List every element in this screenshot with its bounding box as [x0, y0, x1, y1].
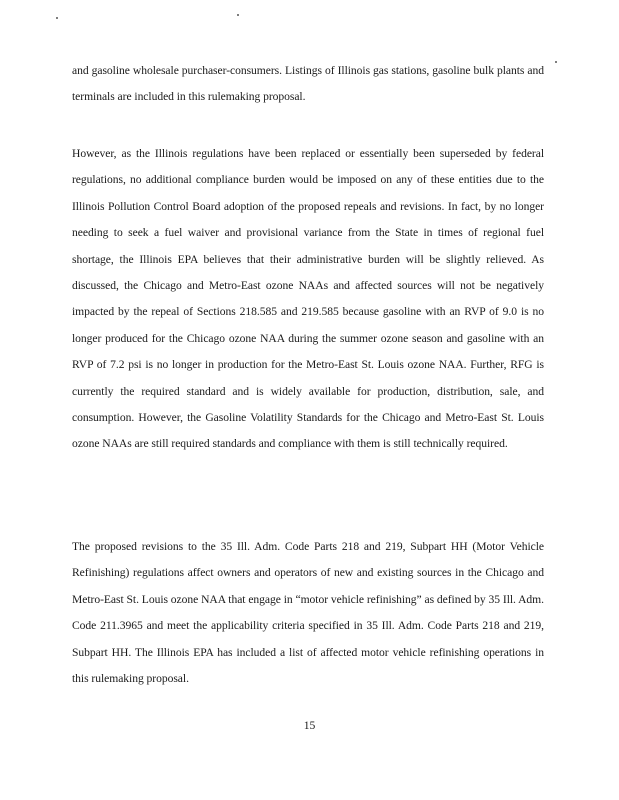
- paragraph-compliance-burden: However, as the Illinois regulations have been replaced or essentially been superseded by federal regulations, no additional compliance burden would be imposed on any of these entities due to the Illinois Pollution Control Board adoption of the proposed repeals and revisions. In fact, by no longer needing to seek a fuel waiver and provisional variance from the State in times of regional fuel shortage, the Illinois EPA believes that their administrative burden will be slightly relieved. As discussed, the Chicago and Metro-East ozone NAAs and affected sources will not be negatively impacted by the repeal of Sections 218.585 and 219.585 because gasoline with an RVP of 9.0 is no longer produced for the Chicago ozone NAA during the summer ozone season and gasoline with an RVP of 7.2 psi is no longer in production for the Metro-East St. Louis ozone NAA. Further, RFG is currently the required standard and is widely available for production, distribution, sale, and consumption. However, the Gasoline Volatility Standards for the Chicago and Metro-East St. Louis ozone NAAs are still required standards and compliance with them is still technically required.: [72, 147, 544, 451]
- page-number: 15: [303, 719, 316, 732]
- paragraph-motor-vehicle-refinishing: The proposed revisions to the 35 Ill. Adm. Code Parts 218 and 219, Subpart HH (Motor Vehicle Refinishing) regulations affect owners and operators of new and existing sources in the Chicago and Metro-East St. Louis ozone NAA that engage in “motor vehicle refinishing” as defined by 35 Ill. Adm. Code 211.3965 and meet the applicability criteria specified in 35 Ill. Adm. Code Parts 218 and 219, Subpart HH. The Illinois EPA has included a list of affected motor vehicle refinishing operations in this rulemaking proposal.: [72, 540, 544, 686]
- paragraph-gasoline-listings: and gasoline wholesale purchaser-consumers. Listings of Illinois gas stations, gasoline bulk plants and terminals are included in this rulemaking proposal.: [72, 64, 544, 104]
- scan-speck: [237, 14, 239, 16]
- scan-speck: [56, 17, 58, 19]
- scan-speck: [555, 61, 557, 63]
